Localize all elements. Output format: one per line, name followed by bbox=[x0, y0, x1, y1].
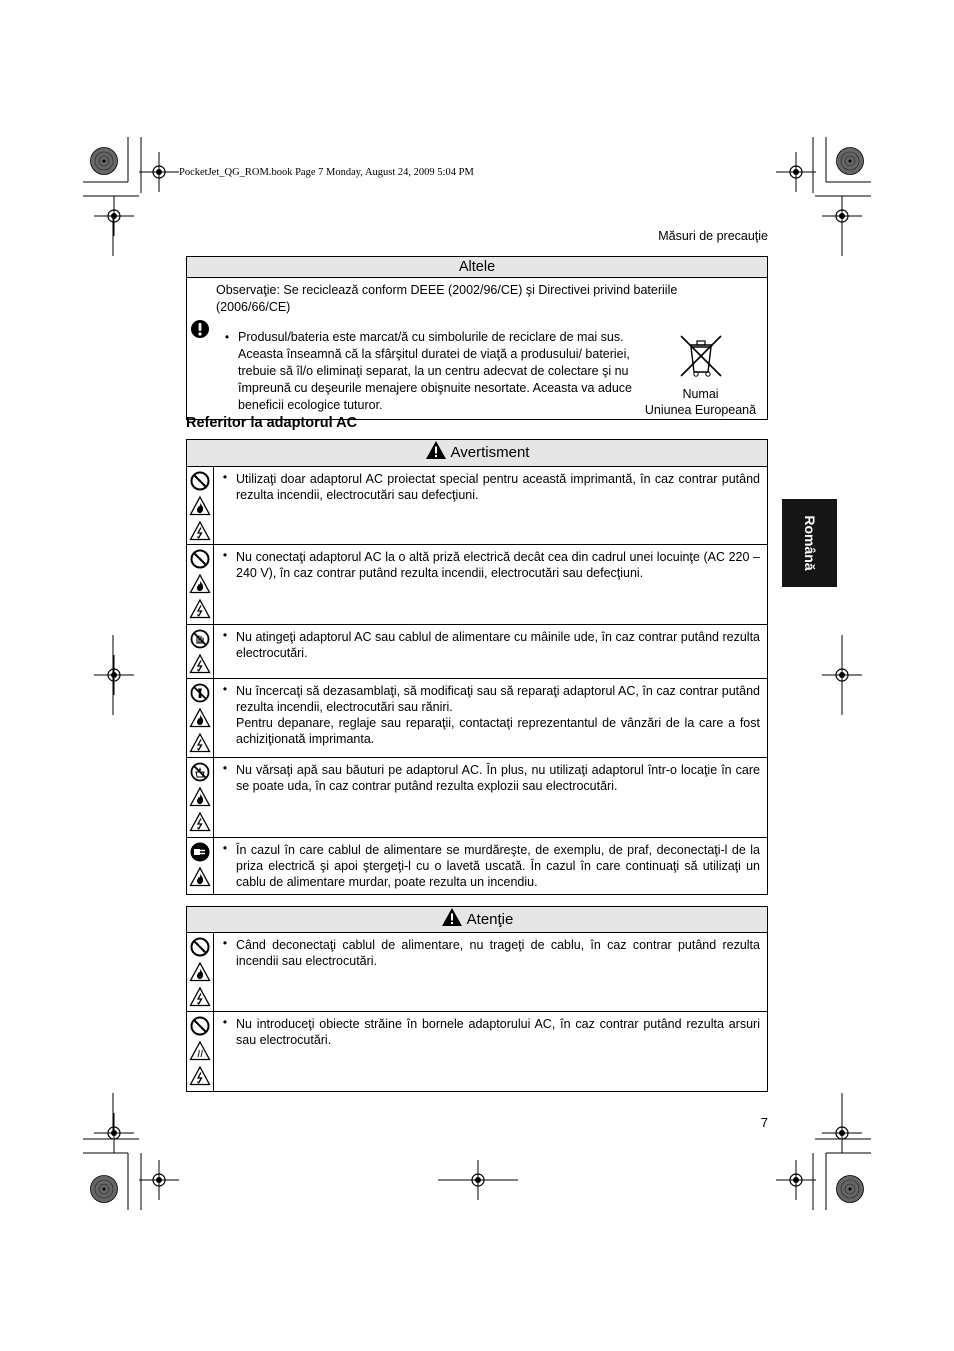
other-observation: Observaţie: Se reciclează conform DEEE (2002/96/CE) şi Directivei privind bateriile (2006/66/CE) bbox=[216, 283, 678, 314]
table-row bbox=[187, 933, 768, 1012]
hazard-text-wrap bbox=[236, 937, 760, 969]
table-row bbox=[187, 467, 768, 545]
list-item bbox=[214, 842, 760, 890]
hazard-text: Nu conectaţi adaptorul AC la o altă priză electrică decât cea din cadrul unei locuinţe (AC 220 – 240 V), în caz contrar putând rezulta incendii, electrocutări sau defecţiuni. bbox=[236, 550, 760, 580]
list-item bbox=[214, 629, 760, 661]
hazard-text-cell bbox=[214, 758, 768, 838]
other-header: Altele bbox=[187, 257, 768, 278]
bullet-dot: • bbox=[222, 841, 228, 855]
hazard-text-wrap bbox=[236, 683, 760, 747]
electric-shock-icon bbox=[189, 1065, 211, 1087]
hazard-icons-cell bbox=[187, 467, 214, 545]
weee-caption-1: Numai bbox=[682, 387, 719, 401]
hazard-text: Când deconectaţi cablul de alimentare, nu trageţi de cablu, în caz contrar putând rezulta incendii sau electrocutări. bbox=[236, 938, 760, 968]
hazard-text-cell bbox=[214, 679, 768, 758]
hazard-text-cell bbox=[214, 838, 768, 895]
fire-hazard-icon bbox=[189, 786, 211, 808]
list-item bbox=[214, 937, 760, 969]
fire-hazard-icon bbox=[189, 961, 211, 983]
unplug-icon bbox=[189, 841, 211, 863]
hazard-text: Nu încercaţi să dezasamblaţi, să modificaţi sau să reparaţi adaptorul AC, în caz contrar putând rezulta incendii, electrocutări sau răniri. bbox=[236, 684, 760, 714]
caution-table bbox=[186, 906, 768, 1092]
bullet-dot: • bbox=[222, 548, 228, 562]
bullet-dot: • bbox=[222, 1015, 228, 1029]
running-head: Măsuri de precauţie bbox=[658, 229, 768, 243]
table-row bbox=[187, 838, 768, 895]
hazard-text-wrap bbox=[236, 549, 760, 581]
no-disassembly-icon bbox=[189, 682, 211, 704]
warning-table bbox=[186, 439, 768, 895]
warning-header-label: Avertisment bbox=[450, 444, 530, 461]
hazard-text-cell bbox=[214, 933, 768, 1012]
electric-shock-icon bbox=[189, 811, 211, 833]
electric-shock-icon bbox=[189, 986, 211, 1008]
hazard-text-wrap bbox=[236, 471, 760, 503]
bullet-dot: • bbox=[222, 761, 228, 775]
hazard-text: Utilizaţi doar adaptorul AC proiectat special pentru această imprimantă, în caz contrar putând rezulta incendii, electrocutări sau defecţiuni. bbox=[236, 472, 760, 502]
weee-caption-2: Uniunea Europeană bbox=[644, 403, 757, 417]
fire-hazard-icon bbox=[189, 495, 211, 517]
list-item bbox=[214, 549, 760, 581]
hazard-icons-cell bbox=[187, 758, 214, 838]
warning-triangle-icon bbox=[425, 440, 447, 460]
other-table bbox=[186, 256, 768, 420]
fire-hazard-icon bbox=[189, 573, 211, 595]
weee-block bbox=[636, 329, 765, 418]
table-row bbox=[187, 679, 768, 758]
print-header: PocketJet_QG_ROM.book Page 7 Monday, August 24, 2009 5:04 PM bbox=[179, 167, 474, 178]
bullet-dot: • bbox=[222, 936, 228, 950]
list-item bbox=[214, 683, 760, 747]
list-item: • Produsul/bateria este marcat/ă cu simbolurile de reciclare de mai sus. Aceasta înseamnă că la sfârşitul duratei de viaţă a produsului/ bateriei, trebuie să îl/o eliminaţi separat, la un centru adecvat de colectare şi nu împreună cu deşeurile menajere obişnuite nesortate. Aceasta va aduce beneficii ecologice tuturor. bbox=[216, 329, 636, 418]
hazard-icons-cell bbox=[187, 1012, 214, 1092]
hazard-icons-cell bbox=[187, 933, 214, 1012]
caution-triangle-icon bbox=[441, 907, 463, 927]
electric-shock-icon bbox=[189, 653, 211, 675]
hazard-text-wrap bbox=[236, 629, 760, 661]
bullet-dot: • bbox=[222, 470, 228, 484]
hazard-text-cell bbox=[214, 1012, 768, 1092]
hazard-text: Nu introduceţi obiecte străine în bornele adaptorului AC, în caz contrar putând rezulta arsuri sau electrocutări. bbox=[236, 1017, 760, 1047]
hazard-text: Nu vărsaţi apă sau băuturi pe adaptorul AC. În plus, nu utilizaţi adaptorul într-o locaţie în care se poate uda, în caz contrar putând rezulta explozii sau electrocutări. bbox=[236, 763, 760, 793]
hazard-icons-cell bbox=[187, 838, 214, 895]
hazard-text-wrap bbox=[236, 1016, 760, 1048]
hazard-text-cell bbox=[214, 467, 768, 545]
prohibited-icon bbox=[189, 470, 211, 492]
fire-hazard-icon bbox=[189, 866, 211, 888]
table-row bbox=[187, 1012, 768, 1092]
prohibited-icon bbox=[189, 548, 211, 570]
no-water-icon bbox=[189, 761, 211, 783]
hazard-text-extra: Pentru depanare, reglaje sau reparaţii, contactaţi reprezentantul de vânzări de la care a fost achiziţionată imprimanta. bbox=[236, 716, 760, 746]
other-bullet-text: Produsul/bateria este marcat/ă cu simbolurile de reciclare de mai sus. Aceasta înseamnă că la sfârşitul duratei de viaţă a produsului/ bateriei, trebuie să îl/o eliminaţi separat, la un centru adecvat de colectare şi nu împreună cu deşeurile menajere obişnuite nesortate. Aceasta va aduce beneficii ecologice tuturor. bbox=[238, 330, 632, 412]
fire-hazard-icon bbox=[189, 707, 211, 729]
prohibited-icon bbox=[189, 936, 211, 958]
hazard-icons-cell bbox=[187, 625, 214, 679]
hazard-text-cell bbox=[214, 625, 768, 679]
no-wet-hands-icon bbox=[189, 628, 211, 650]
language-tab bbox=[782, 499, 837, 587]
caution-header-label: Atenţie bbox=[466, 911, 514, 928]
warning-header bbox=[187, 440, 768, 467]
table-row bbox=[187, 545, 768, 625]
prohibited-icon bbox=[189, 1015, 211, 1037]
caution-header bbox=[187, 907, 768, 933]
weee-bin-icon bbox=[676, 331, 726, 381]
mandatory-icon bbox=[189, 318, 211, 340]
hazard-text: Nu atingeţi adaptorul AC sau cablul de alimentare cu mâinile ude, în caz contrar putând rezulta electrocutări. bbox=[236, 630, 760, 660]
list-item bbox=[214, 762, 760, 794]
electric-shock-icon bbox=[189, 520, 211, 542]
hazard-text: În cazul în care cablul de alimentare se murdăreşte, de exemplu, de praf, deconectaţi-l de la priza electrică şi apoi ştergeţi-l cu o lavetă uscată. În cazul în care continuaţi să utilizaţi un cablu de alimentare murdar, poate rezulta un incendiu. bbox=[236, 843, 760, 889]
table-row bbox=[187, 758, 768, 838]
bullet-dot: • bbox=[222, 628, 228, 642]
other-icon-cell bbox=[187, 278, 214, 420]
other-body bbox=[213, 278, 768, 420]
bullet-dot: • bbox=[222, 682, 228, 696]
hazard-text-cell bbox=[214, 545, 768, 625]
hazard-text-wrap bbox=[236, 762, 760, 794]
electric-shock-icon bbox=[189, 732, 211, 754]
burn-hazard-icon bbox=[189, 1040, 211, 1062]
language-tab-label: Română bbox=[801, 515, 818, 571]
hazard-text-wrap bbox=[236, 842, 760, 890]
table-row bbox=[187, 625, 768, 679]
hazard-icons-cell bbox=[187, 679, 214, 758]
list-item bbox=[214, 471, 760, 503]
electric-shock-icon bbox=[189, 598, 211, 620]
section-title: Referitor la adaptorul AC bbox=[186, 415, 358, 431]
list-item bbox=[214, 1016, 760, 1048]
hazard-icons-cell bbox=[187, 545, 214, 625]
page-number: 7 bbox=[760, 1115, 768, 1130]
